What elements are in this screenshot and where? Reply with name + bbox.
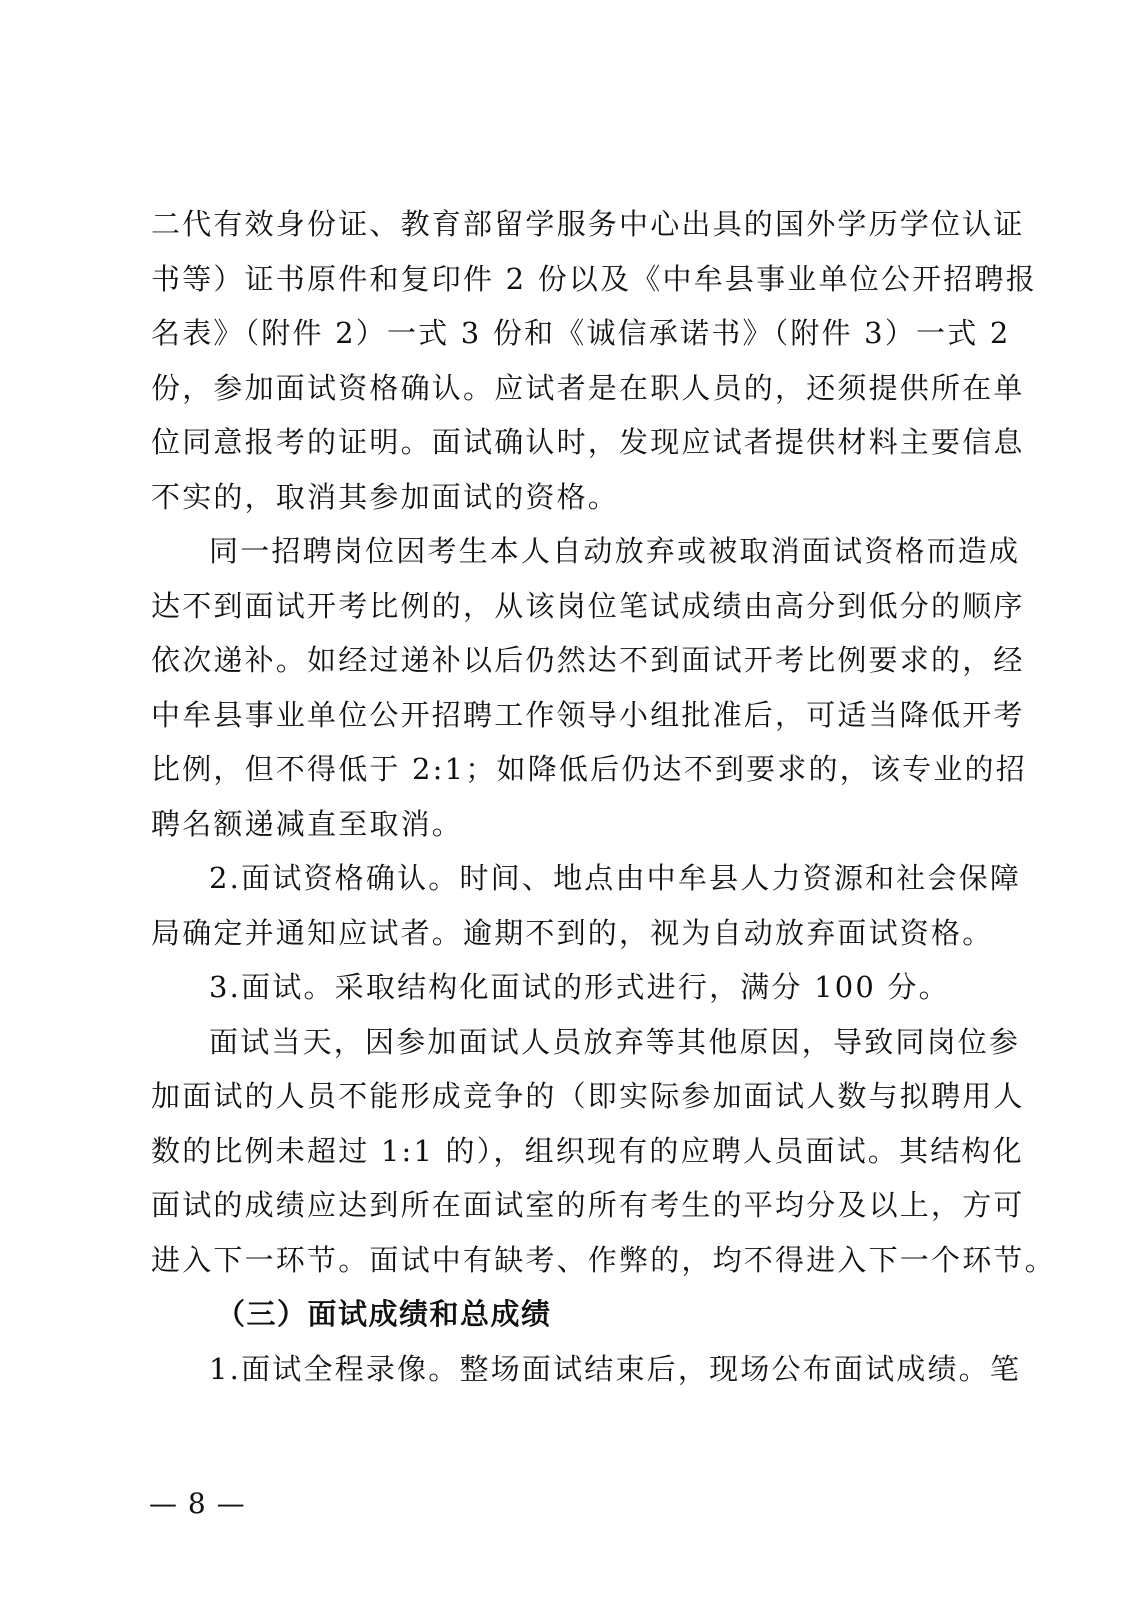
paragraph-first-line: 3.面试。采取结构化面试的形式进行，满分 100 分。 xyxy=(209,970,950,1004)
paragraph-first-line: 面试当天，因参加面试人员放弃等其他原因，导致同岗位参 xyxy=(209,1025,1021,1059)
body-text-line: 进入下一环节。面试中有缺考、作弊的，均不得进入下一个环节。 xyxy=(151,1243,1056,1277)
body-text-line: 聘名额递减直至取消。 xyxy=(151,807,464,841)
body-text-line: 依次递补。如经过递补以后仍然达不到面试开考比例要求的，经 xyxy=(151,643,1025,677)
body-text-line: 书等）证书原件和复印件 2 份以及《中牟县事业单位公开招聘报 xyxy=(151,262,1037,296)
body-text-line: 份，参加面试资格确认。应试者是在职人员的，还须提供所在单 xyxy=(151,371,1025,405)
body-text-line: 名表》（附件 2）一式 3 份和《诚信承诺书》（附件 3）一式 2 xyxy=(151,316,1011,350)
body-text-line: 加面试的人员不能形成竞争的（即实际参加面试人数与拟聘用人 xyxy=(151,1079,1025,1113)
body-text-line: 局确定并通知应试者。逾期不到的，视为自动放弃面试资格。 xyxy=(151,916,994,950)
body-text-line: 比例，但不得低于 2:1；如降低后仍达不到要求的，该专业的招 xyxy=(151,752,1027,786)
page-number: — 8 — xyxy=(149,1487,246,1520)
body-text-line: 中牟县事业单位公开招聘工作领导小组批准后，可适当降低开考 xyxy=(151,698,1025,732)
body-text-line: 二代有效身份证、教育部留学服务中心出具的国外学历学位认证 xyxy=(151,207,1025,241)
body-text-line: 不实的，取消其参加面试的资格。 xyxy=(151,480,620,514)
body-text-line: 位同意报考的证明。面试确认时，发现应试者提供材料主要信息 xyxy=(151,425,1025,459)
paragraph-first-line: 1.面试全程录像。整场面试结束后，现场公布面试成绩。笔 xyxy=(209,1352,1022,1386)
section-heading: （三）面试成绩和总成绩 xyxy=(216,1297,552,1331)
paragraph-first-line: 2.面试资格确认。时间、地点由中牟县人力资源和社会保障 xyxy=(209,861,1022,895)
paragraph-first-line: 同一招聘岗位因考生本人自动放弃或被取消面试资格而造成 xyxy=(209,534,1021,568)
body-text-line: 面试的成绩应达到所在面试室的所有考生的平均分及以上，方可 xyxy=(151,1188,1025,1222)
body-text-line: 数的比例未超过 1:1 的），组织现有的应聘人员面试。其结构化 xyxy=(151,1134,1024,1168)
body-text-line: 达不到面试开考比例的，从该岗位笔试成绩由高分到低分的顺序 xyxy=(151,589,1025,623)
